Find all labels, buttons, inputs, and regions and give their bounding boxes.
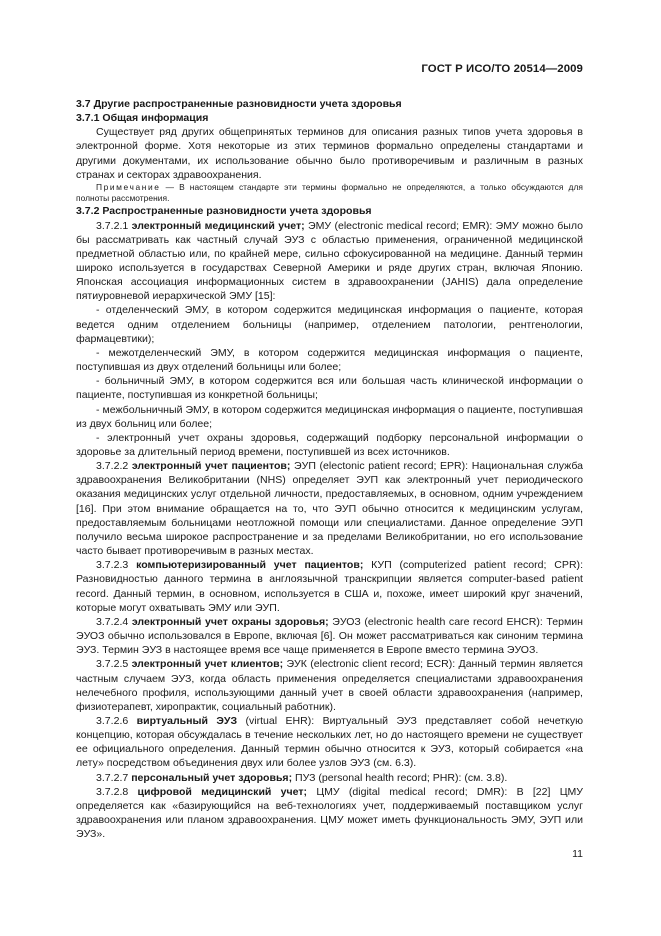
item-3-7-2-8: [76, 785, 583, 842]
item-text: ЭУП (electonic patient record; EPR): Национальная служба здравоохранения Великобритании (NHS) определяет ЭУП как электронный учет периодического оказания медицинских услуг отдельной личности, предоставляемых, в основном, одним учреждением [16]. При этом внимание обращается на то, что ЭУП обычно относится к медицинским услугам, предоставляемым больницами неотложной помощи или специалистами. Данное определение ЭУП получило весьма широкое распространение и за пределами Великобритании, но его использование часто бывает противоречивым в разных местах.: [76, 460, 584, 558]
list-item: - электронный учет охраны здоровья, содержащий подборку персональной информации о здоровье за длительный период времени, поступившей из всех источников.: [76, 431, 583, 458]
document-header: ГОСТ Р ИСО/ТО 20514—2009: [421, 63, 583, 75]
item-text: ЭУК (electronic client record; ECR): Данный термин является частным случаем ЭУЗ, когда область применения определяется специалистами здравоохранения нелечебного профиля, использующими данный учет в своей области здравоохранения (например, физиотерапевт, хиропрактик, социальный работник).: [76, 658, 583, 713]
item-term: персональный учет здоровья;: [131, 771, 293, 784]
list-item: - межбольничный ЭМУ, в котором содержится медицинская информация о пациенте, поступившая из двух больниц или более;: [76, 403, 583, 430]
section-3-7-title: 3.7 Другие распространенные разновидности учета здоровья: [76, 98, 402, 110]
item-term: цифровой медицинский учет;: [137, 785, 308, 798]
list-item: - межотделенческий ЭМУ, в котором содержится медицинская информация о пациенте, поступившая из двух отделений больницы или более;: [76, 346, 583, 374]
item-text: ПУЗ (personal health record; PHR): (см. 3.8).: [292, 771, 508, 784]
item-text: ЭУОЗ (electronic health care record EHCR): Термин ЭУОЗ обычно использовался в Европе, включая [6]. Он может рассматриваться как синоним термина ЭУЗ. Термин ЭУЗ в настоящее время все чаще применяется в Европе вместо термина ЭУОЗ.: [76, 615, 583, 657]
item-3-7-2-3: [76, 558, 583, 615]
item-number: 3.7.2.4: [96, 615, 132, 628]
item-number: 3.7.2.6: [96, 714, 137, 727]
item-number: 3.7.2.8: [96, 785, 138, 798]
item-text: (virtual EHR): Виртуальный ЭУЗ представляет собой нечеткую концепцию, которая обсуждалась в течение нескольких лет, но до настоящего времени не существует ее официального определения. Данный термин обычно относится к ЭУЗ, который собирается «на лету» посредством объединения двух или более узлов ЭУЗ (см. 6.3).: [76, 714, 584, 770]
item-number: 3.7.2.2: [96, 460, 132, 473]
item-3-7-2-4: [76, 615, 583, 657]
note-text: — В настоящем стандарте эти термины формально не определяются, а только обсуждаются для полноты рассмотрения.: [76, 181, 583, 204]
list-item: - отделенческий ЭМУ, в котором содержится медицинская информация о пациенте, которая ведется одним отделением больницы (например, отделением патологии, рентгенологии, фармацевтики);: [76, 304, 583, 345]
item-term: электронный учет пациентов;: [131, 460, 291, 473]
item-term: электронный учет клиентов;: [131, 658, 284, 671]
item-text: КУП (computerized patient record; CPR): Разновидностью данного термина в англоязычной транскрипции является computer-based patient record. Данный термин, в основном, используется в США и, похоже, имеет широкий круг значений, которые могут охватывать ЭМУ или ЭУП.: [76, 559, 584, 614]
section-3-7-2-title: 3.7.2 Распространенные разновидности учета здоровья: [76, 205, 372, 218]
item-term: компьютеризированный учет пациентов;: [136, 559, 364, 572]
item-number: 3.7.2.3: [96, 559, 137, 572]
item-term: виртуальный ЭУЗ: [136, 714, 238, 727]
note-label: Примечание: [96, 181, 161, 192]
item-3-7-2-5: [76, 657, 583, 714]
item-3-7-2-2: [76, 459, 583, 558]
item-number: 3.7.2.7: [96, 771, 132, 784]
item-text: ЦМУ (digital medical record; DMR): В [22] ЦМУ определяется как «базирующийся на веб-технологиях учет, поддерживаемый поставщиком услуг здравоохранения или планом здравоохранения. ЦМУ может иметь функциональность ЭМУ, ЭУП или ЭУЗ».: [76, 785, 584, 841]
item-term: электронный медицинский учет;: [131, 219, 305, 232]
item-3-7-2-7: [76, 771, 583, 785]
section-3-7-1-body: Существует ряд других общепринятых терминов для описания разных типов учета здоровья в электронной форме. Хотя некоторые из этих терминов формально определены стандартами и другими документами, их использование обычно было противоречивым и различным в разных странах и секторах здравоохранения.: [76, 126, 583, 181]
page-number: 11: [572, 848, 583, 860]
note: [76, 182, 583, 204]
document-body: [76, 97, 583, 841]
item-3-7-2-6: [76, 714, 583, 771]
item-number: 3.7.2.1: [96, 219, 132, 232]
item-term: электронный учет охраны здоровья;: [131, 615, 329, 628]
section-3-7-1-title: 3.7.1 Общая информация: [76, 112, 209, 125]
item-text: ЭМУ (electronic medical record; EMR): ЭМУ можно было бы рассматривать как частный случай ЭУЗ с областью применения, ограниченной медицинской предметной областью или, по крайней мере, сильно сфокусированной на медицине. Данный термин широко используется в государствах Северной Америки и ряде других стран, включая Японию. Японская ассоциация информационных систем в здравоохранении (JAHIS) дала определение пятиуровневой иерархической ЭМУ [15]:: [76, 219, 583, 303]
item-number: 3.7.2.5: [96, 658, 132, 671]
list-item: - больничный ЭМУ, в котором содержится вся или большая часть клинической информации о пациенте, поступившая из конкретной больницы;: [76, 375, 583, 402]
item-3-7-2-1: [76, 219, 583, 304]
